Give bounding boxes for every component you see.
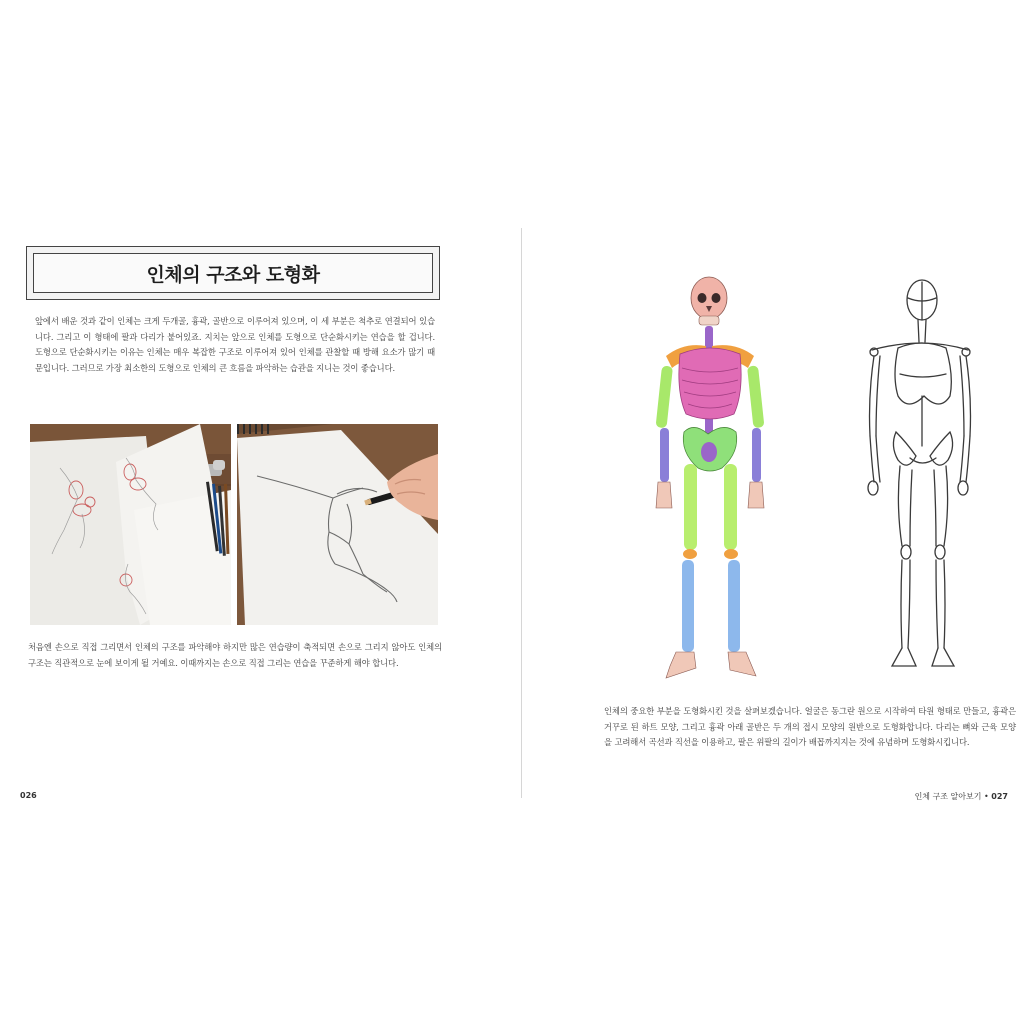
running-head: 인체 구조 알아보기: [914, 792, 982, 801]
section-title: 인체의 구조와 도형화: [146, 263, 320, 286]
photo-caption: 처음엔 손으로 직접 그리면서 인체의 구조를 파악해야 하지만 많은 연습량이 축적되면 손으로 그리지 않아도 인체의 구조는 직관적으로 눈에 보이게 될 거예요. 이때까지는 손으로 직접 그리는 연습을 꾸준하게 해야 합니다.: [28, 642, 442, 668]
body-paragraph-right: 인체의 중요한 부분을 도형화시킨 것을 살펴보겠습니다. 얼굴은 동그란 원으로 시작하여 타원 형태로 만들고, 흉곽은 거꾸로 된 하트 모양, 그리고 흉곽 아래 골반은 두 개의 접시 모양의 원반으로 도형화합니다. 다리는 뼈와 근육 모양을 고려해서 곡선과 직선을 이용하고, 팔은 위팔의 길이가 배꼽까지지는 것에 유념하며 도형화시킵니다.: [604, 706, 1016, 747]
page-number-right: 027: [991, 792, 1008, 801]
colored-skeleton-illustration: [648, 272, 776, 684]
simplified-figure-sketch: [862, 276, 974, 676]
running-footer-right: [915, 791, 1008, 801]
page-gutter: [521, 228, 522, 798]
folio-bullet: •: [984, 792, 992, 801]
section-title-box: [26, 246, 440, 300]
photo-hand-drawing: [237, 424, 438, 625]
photo-figure-sketches: [30, 424, 231, 625]
intro-paragraph: 앞에서 배운 것과 같이 인체는 크게 두개골, 흉곽, 골반으로 이루어져 있으며, 이 세 부분은 척추로 연결되어 있습니다. 그리고 이 형태에 팔과 다리가 붙어있죠. 지치는 앞으로 인체를 도형으로 단순화시키는 연습을 할 겁니다. 도형으로 단순화시키는 이유는 인체는 매우 복잡한 구조로 이루어져 있어 인체를 관찰할 때 방해 요소가 많기 때문입니다. 그러므로 가장 최소한의 도형으로 인체의 큰 흐름을 파악하는 습관을 지니는 것이 좋습니다.: [35, 316, 435, 373]
page-number-left: 026: [20, 791, 37, 800]
